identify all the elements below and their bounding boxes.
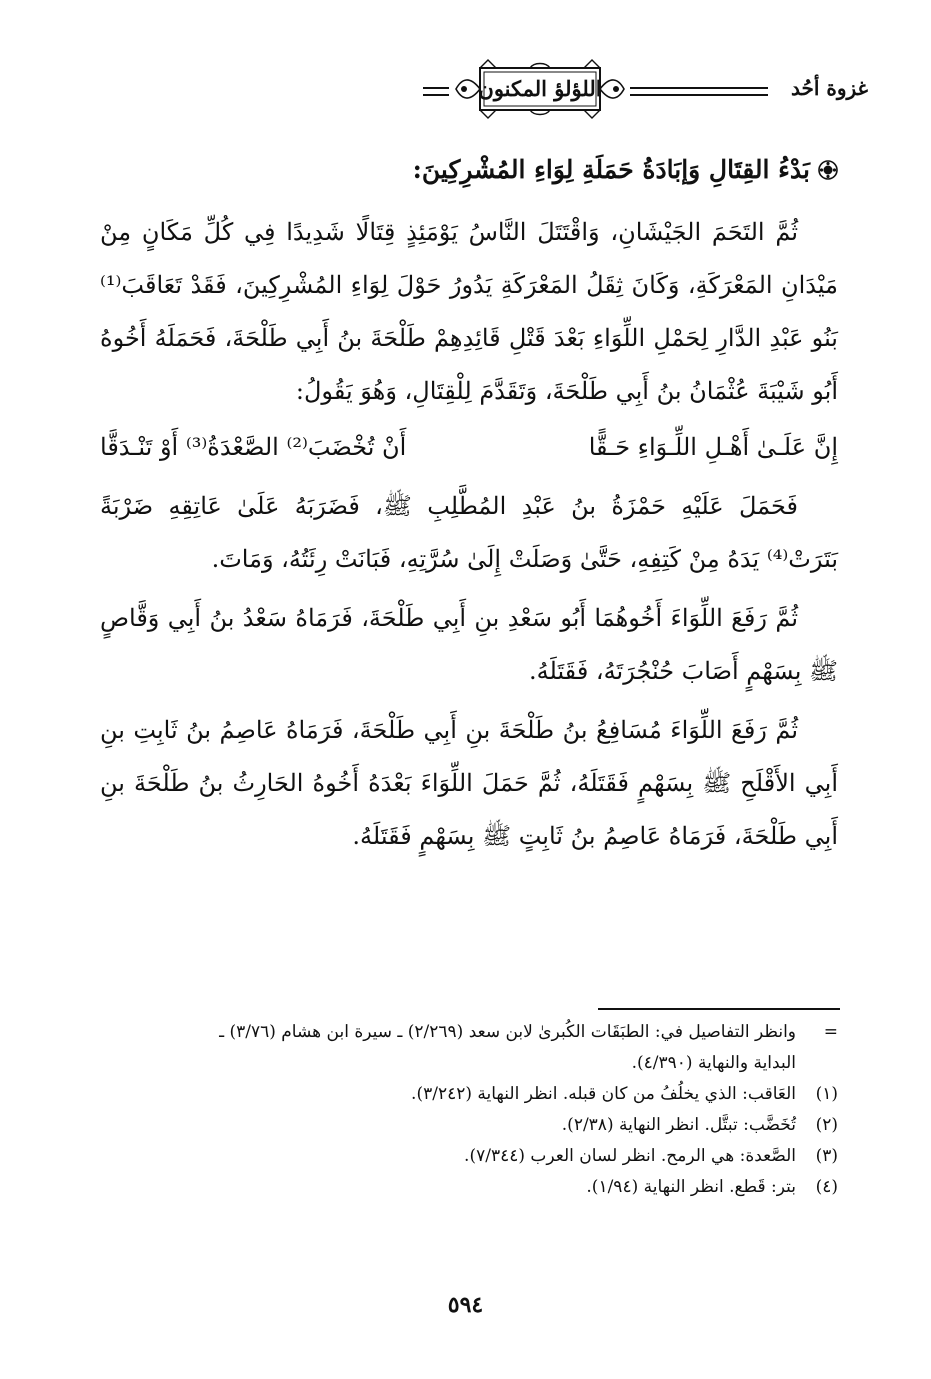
footnote-text: بتر: قَطع. انظر النهاية (١/٩٤). <box>586 1177 796 1197</box>
paragraph-1: ثُمَّ التَحَمَ الجَيْشَانِ، وَاقْتَتَلَ النَّاسُ يَوْمَئِذٍ قِتَالًا شَدِيدًا فِي كُلِّ مَكَانٍ مِنْ مَيْدَانِ المَعْرَكَةِ، وَكَانَ ثِقَلُ المَعْرَكَةِ يَدُورُ حَوْلَ لِوَاءِ المُشْرِكِينَ، فَقَدْ تَعَاقَبَ⁽¹⁾ بَنُو عَبْدِ الدَّارِ لِحَمْلِ اللِّوَاءِ بَعْدَ قَتْلِ قَائِدِهِمْ طَلْحَةَ بنُ أَبِي طَلْحَةَ، فَحَمَلَهُ أَخُوهُ أَبُو شَيْبَةَ عُثْمَانُ بنُ أَبِي طَلْحَةَ، وَتَقَدَّمَ لِلْقِتَالِ، وَهُوَ يَقُولُ: <box>100 218 839 405</box>
verse-second-hemistich: أَنْ تُخْضَبَ⁽²⁾ الصَّعْدَةُ⁽³⁾ أَوْ تَنْـدَقَّا <box>100 433 407 461</box>
header-double-rule <box>630 87 768 96</box>
paragraph-2: فَحَمَلَ عَلَيْهِ حَمْزَةُ بنُ عَبْدِ المُطَّلِبِ ﷺ، فَضَرَبَهُ عَلَىٰ عَاتِقِهِ ضَرْبَةً بَتَرَتْ⁽⁴⁾ يَدَهُ مِنْ كَتِفِهِ، حَتَّىٰ وَصَلَتْ إِلَىٰ سُرَّتِهِ، فَبَانَتْ رِئَتُهُ، وَمَاتَ. <box>100 492 838 573</box>
book-title-cartouche <box>452 56 628 122</box>
footnote-1 <box>100 1079 838 1110</box>
header-short-rule <box>423 87 449 96</box>
footnote-continuation-line-2: البداية والنهاية (٤/٣٩٠). <box>631 1053 796 1073</box>
verse-first-hemistich: إِنَّ عَلَـىٰ أَهْـلِ اللِّـوَاءِ حَـقًّا <box>588 433 838 461</box>
paragraph-3: ثُمَّ رَفَعَ اللِّوَاءَ أَخُوهُمَا أَبُو سَعْدِ بنِ أَبِي طَلْحَةَ، فَرَمَاهُ سَعْدُ بنُ أَبِي وَقَّاصٍ ﷺ بِسَهْمٍ أَصَابَ حُنْجُرَتَهُ، فَقَتَلَهُ. <box>100 604 838 685</box>
footnote-2 <box>100 1110 838 1141</box>
footnotes <box>100 1017 838 1203</box>
footnote-text: العَاقب: الذي يخلُفُ من كان قبله. انظر النهاية (٣/٢٤٢). <box>411 1084 796 1104</box>
flower-bullet-icon <box>818 160 838 180</box>
paragraph-4: ثُمَّ رَفَعَ اللِّوَاءَ مُسَافِعُ بنُ طَلْحَةَ بنِ أَبِي طَلْحَةَ، فَرَمَاهُ عَاصِمُ بنُ ثَابِتِ بنِ أَبِي الأَقْلَحِ ﷺ بِسَهْمٍ فَقَتَلَهُ، ثُمَّ حَمَلَ اللِّوَاءَ بَعْدَهُ أَخُوهُ الحَارِثُ بنُ طَلْحَةَ بنِ أَبِي طَلْحَةَ، فَرَمَاهُ عَاصِمُ بنُ ثَابِتٍ ﷺ بِسَهْمٍ فَقَتَلَهُ. <box>100 716 838 850</box>
book-title: اللؤلؤ المكنون <box>478 76 602 101</box>
footnote-number: (٢) <box>815 1115 838 1135</box>
footnote-separator <box>598 1008 840 1010</box>
main-text <box>100 140 838 863</box>
footnote-number: (١) <box>815 1084 838 1104</box>
footnote-number: (٣) <box>815 1146 838 1166</box>
footnote-text: تُخَضَّب: تبتَّل. انظر النهاية (٢/٣٨). <box>561 1115 796 1135</box>
footnote-3 <box>100 1141 838 1172</box>
page-number: ٥٩٤ <box>447 1292 484 1318</box>
poetry-verse <box>100 420 838 474</box>
footnote-number: (٤) <box>815 1177 838 1197</box>
section-heading <box>100 140 838 200</box>
footnote-4 <box>100 1172 838 1203</box>
section-title-text: بَدْءُ القِتَالِ وَإبَادَةُ حَمَلَةِ لِوَاءِ المُشْرِكِينَ: <box>412 155 810 184</box>
chapter-title: غزوة أحُد <box>790 76 868 100</box>
running-header <box>78 56 868 126</box>
footnote-text: الصَّعدة: هي الرمح. انظر لسان العرب (٧/٣٤٤). <box>464 1146 796 1166</box>
footnote-continuation <box>100 1017 838 1048</box>
continuation-marker: = <box>823 1022 838 1042</box>
footnote-continuation-line-1: وانظر التفاصيل في: الطبَقَات الكُبرىٰ لابن سعد (٢/٢٦٩) ـ سيرة ابن هشام (٣/٧٦) ـ <box>219 1022 796 1042</box>
